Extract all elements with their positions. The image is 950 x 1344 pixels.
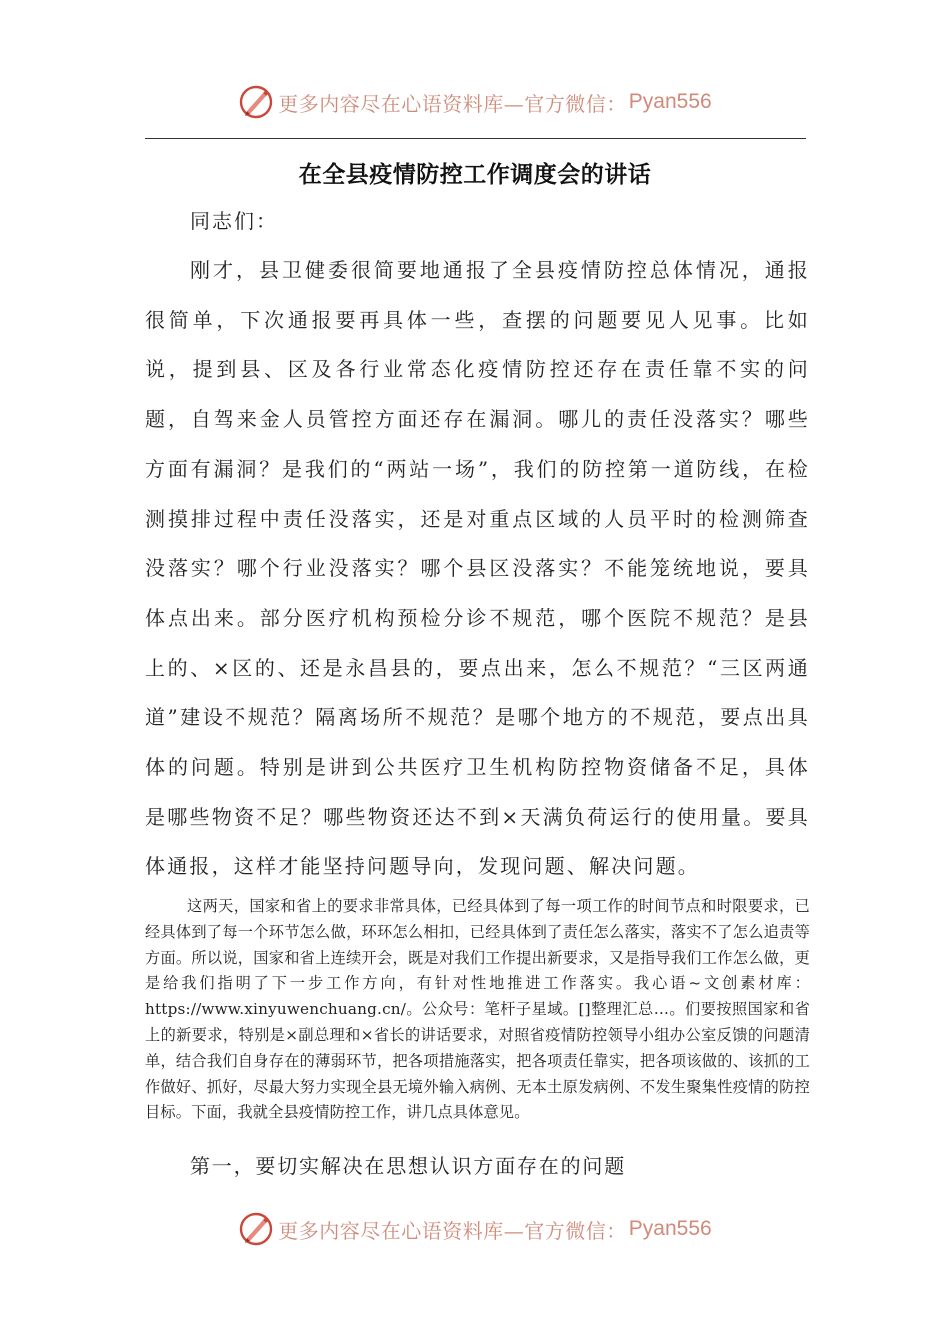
salutation: 同志们：: [190, 209, 278, 233]
paragraph-1: 刚才，县卫健委很简要地通报了全县疫情防控总体情况，通报很简单，下次通报要再具体一些，查摆的问题要见人见事。比如说，提到县、区及各行业常态化疫情防控还存在责任靠不实的问题，自驾来金人员管控方面还存在漏洞。哪儿的责任没落实？哪些方面有漏洞？是我们的“两站一场”，我们的防控第一道防线，在检测摸排过程中责任没落实，还是对重点区域的人员平时的检测筛查没落实？哪个行业没落实？哪个县区没落实？不能笼统地说，要具体点出来。部分医疗机构预检分诊不规范，哪个医院不规范？是县上的、×区的、还是永昌县的，要点出来，怎么不规范？“三区两通道”建设不规范？隔离场所不规范？是哪个地方的不规范，要点出具体的问题。特别是讲到公共医疗卫生机构防控物资储备不足，具体是哪些物资不足？哪些物资还达不到×天满负荷运行的使用量。要具体通报，这样才能坚持问题导向，发现问题、解决问题。: [145, 258, 810, 879]
paragraph-2: 这两天，国家和省上的要求非常具体，已经具体到了每一项工作的时间节点和时限要求，已经具体到了每一个环节怎么做，环环怎么相扣，已经具体到了责任怎么落实，落实不了怎么追责等方面。所以说，国家和省上连续开会，既是对我们工作提出新要求，又是指导我们工作怎么做，更是给我们指明了下一步工作方向，有针对性地推进工作落实。我心语~文创素材库：https://www.xinyuwenchuang.cn/。公众号：笔杆子星域。[]整理汇总…。们要按照国家和省上的新要求，特别是×副总理和×省长的讲话要求，对照省疫情防控领导小组办公室反馈的问题清单，结合我们自身存在的薄弱环节，把各项措施落实，把各项责任靠实，把各项该做的、该抓的工作做好、抓好，尽最大努力实现全县无境外输入病例、无本土原发病例、不发生聚集性疫情的防控目标。下面，我就全县疫情防控工作，讲几点具体意见。: [145, 897, 810, 1122]
footer-watermark: [0, 1209, 950, 1249]
watermark-text: 更多内容尽在心语资料库—官方微信：: [278, 1218, 627, 1243]
document-title: 在全县疫情防控工作调度会的讲话: [298, 162, 652, 188]
header-watermark: [0, 82, 950, 122]
watermark-wechat-id: Pyan556: [628, 1217, 712, 1240]
pen-logo-icon: [238, 1211, 274, 1247]
header-divider: [145, 138, 806, 139]
pen-logo-icon: [238, 84, 274, 120]
watermark-text: 更多内容尽在心语资料库—官方微信：: [278, 91, 627, 116]
watermark-wechat-id: Pyan556: [628, 90, 712, 113]
section-heading-1: 第一，要切实解决在思想认识方面存在的问题: [190, 1154, 626, 1178]
